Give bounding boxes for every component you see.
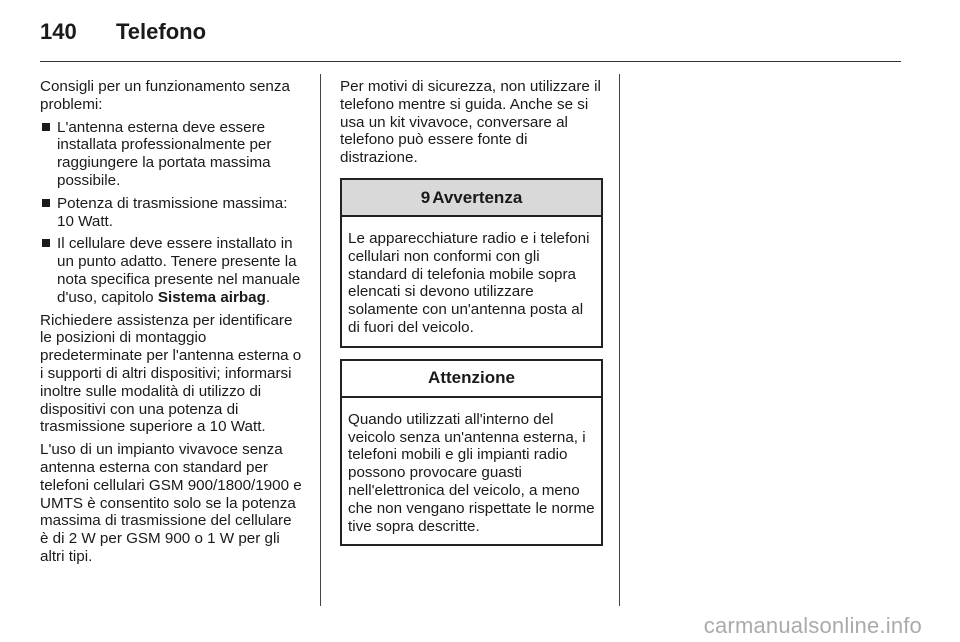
intro-paragraph: Consigli per un funzionamento senza problemi:: [40, 78, 290, 113]
page-number: 140: [40, 19, 77, 44]
bullet-square-icon: [42, 123, 50, 131]
bullet-item: [40, 235, 304, 306]
caution-header: [342, 361, 601, 398]
warning-icon: 9: [420, 187, 431, 207]
warning-title: Avvertenza: [432, 187, 523, 207]
warning-header: [342, 180, 601, 217]
caution-title: Attenzione: [428, 368, 515, 388]
bullet-item: [40, 119, 304, 190]
column-divider-right: [619, 74, 620, 606]
column-divider-left: [320, 74, 321, 606]
column-1: [40, 78, 304, 571]
bullet-text: Potenza di trasmissione massima: 10 Watt.: [57, 194, 288, 230]
column-2: [340, 78, 603, 546]
warning-box: [340, 178, 603, 348]
section-title: Telefono: [116, 19, 207, 44]
bullet-text: L'antenna esterna deve essere installata professionalmente per raggiungere la portata massima possibile.: [57, 118, 272, 189]
bullet-tail: .: [265, 288, 271, 306]
bullet-text: Il cellulare deve essere installato in un punto adatto. Tenere presente la nota specifica presente nel manuale d'uso, capitolo: [57, 235, 301, 306]
safety-paragraph: Per motivi di sicurezza, non utilizzare il telefono mentre si guida. Anche se si usa un kit vivavoce, conversare al telefono può essere fonte di distrazione.: [340, 78, 601, 167]
chapter-reference: Sistema airbag: [157, 288, 266, 306]
bullet-square-icon: [42, 239, 50, 247]
assistance-paragraph: Richiedere assistenza per identificare le posizioni di montaggio predeterminate per l'antenna esterna o i supporti di altri dispositivi; informarsi inoltre sulle modalità di utilizzo di dispositivi con una potenza di trasmissione superiore a 10 Watt.: [40, 311, 302, 436]
watermark: carmanualsonline.info: [703, 613, 922, 638]
caution-box: [340, 359, 603, 547]
warning-body: Le apparecchiature radio e i telefoni cellulari non conformi con gli standard di telefonia mobile sopra elencati si devono utilizzare solamente con un'antenna posta al di fuori del veicolo.: [348, 229, 590, 336]
bullet-square-icon: [42, 199, 50, 207]
handsfree-paragraph: L'uso di un impianto vivavoce senza antenna esterna con standard per telefoni cellulari GSM 900/1800/1900 e UMTS è consentito solo se la potenza massima di trasmissione del cellulare è di 2 W per GSM 900 o 1 W per gli altri tipi.: [40, 441, 302, 565]
caution-body: Quando utilizzati all'interno del veicolo senza un'antenna esterna, i telefoni mobili e gli impianti radio possono provocare guasti nell'elettronica del veicolo, a meno che non vengano rispettate le norme tive sopra descritte.: [348, 410, 595, 535]
header-rule: [40, 61, 901, 62]
bullet-item: [40, 195, 304, 231]
